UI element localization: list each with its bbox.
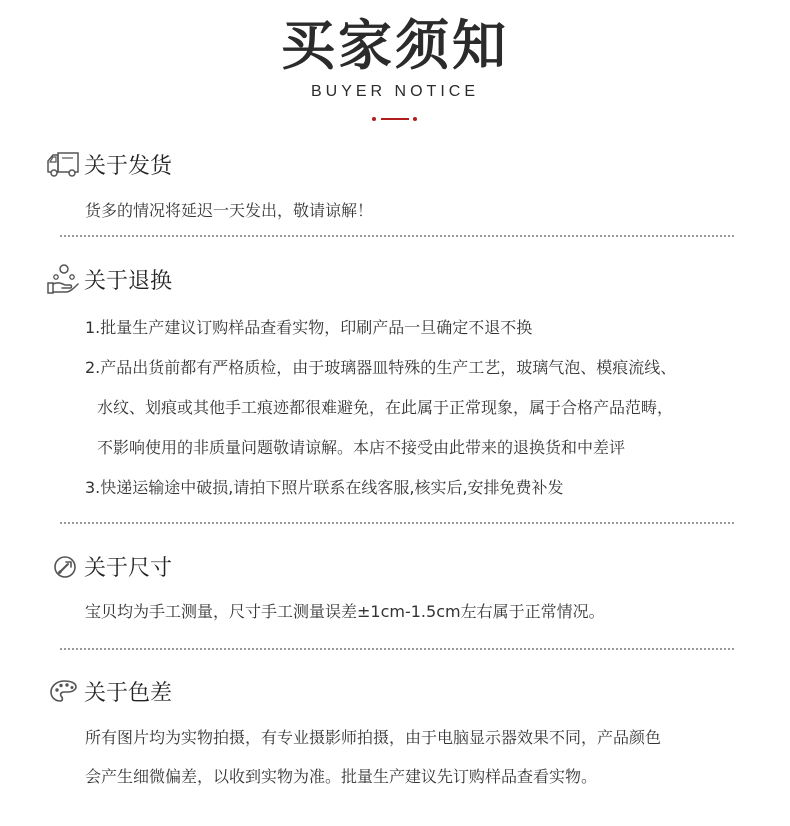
section-divider <box>60 648 734 650</box>
color-text-line-1: 所有图片均为实物拍摄，有专业摄影师拍摄，由于电脑显示器效果不同，产品颜色 <box>85 728 662 747</box>
title-divider <box>372 116 418 122</box>
returns-item-1: 1.批量生产建议订购样品查看实物，印刷产品一旦确定不退不换 <box>85 318 533 337</box>
returns-item-2-line-3: 不影响使用的非质量问题敬请谅解。本店不接受由此带来的退换货和中差评 <box>97 438 626 457</box>
page-subtitle: BUYER NOTICE <box>310 83 479 100</box>
returns-item-2-line-2: 水纹、划痕或其他手工痕迹都很难避免，在此属于正常现象，属于合格产品范畴， <box>97 398 674 417</box>
service-hand-icon <box>46 263 82 295</box>
section-shipping-header <box>46 147 172 181</box>
size-text: 宝贝均为手工测量，尺寸手工测量误差±1cm-1.5cm左右属于正常情况。 <box>85 602 605 621</box>
palette-icon <box>46 675 82 707</box>
shipping-text: 货多的情况将延迟一天发出，敬请谅解！ <box>85 201 374 220</box>
section-returns-header <box>46 262 172 296</box>
section-divider <box>60 235 734 237</box>
delivery-truck-icon <box>46 148 82 180</box>
divider-dot-right <box>413 117 417 121</box>
ruler-wrench-icon <box>46 550 82 582</box>
divider-line <box>381 118 409 120</box>
section-divider <box>60 522 734 524</box>
section-size-header <box>46 549 172 583</box>
returns-item-3: 3.快递运输途中破损,请拍下照片联系在线客服,核实后,安排免费补发 <box>85 478 564 497</box>
section-title: 关于发货 <box>84 153 173 179</box>
section-title: 关于尺寸 <box>84 555 173 581</box>
page-title: 买家须知 <box>281 14 509 77</box>
returns-item-2-line-1: 2.产品出货前都有严格质检，由于玻璃器皿特殊的生产工艺，玻璃气泡、模痕流线、 <box>85 358 677 377</box>
divider-dot-left <box>372 117 376 121</box>
color-text-line-2: 会产生细微偏差，以收到实物为准。批量生产建议先订购样品查看实物。 <box>85 767 598 786</box>
section-title: 关于色差 <box>84 680 173 706</box>
section-color-header <box>46 674 172 708</box>
section-title: 关于退换 <box>84 268 173 294</box>
